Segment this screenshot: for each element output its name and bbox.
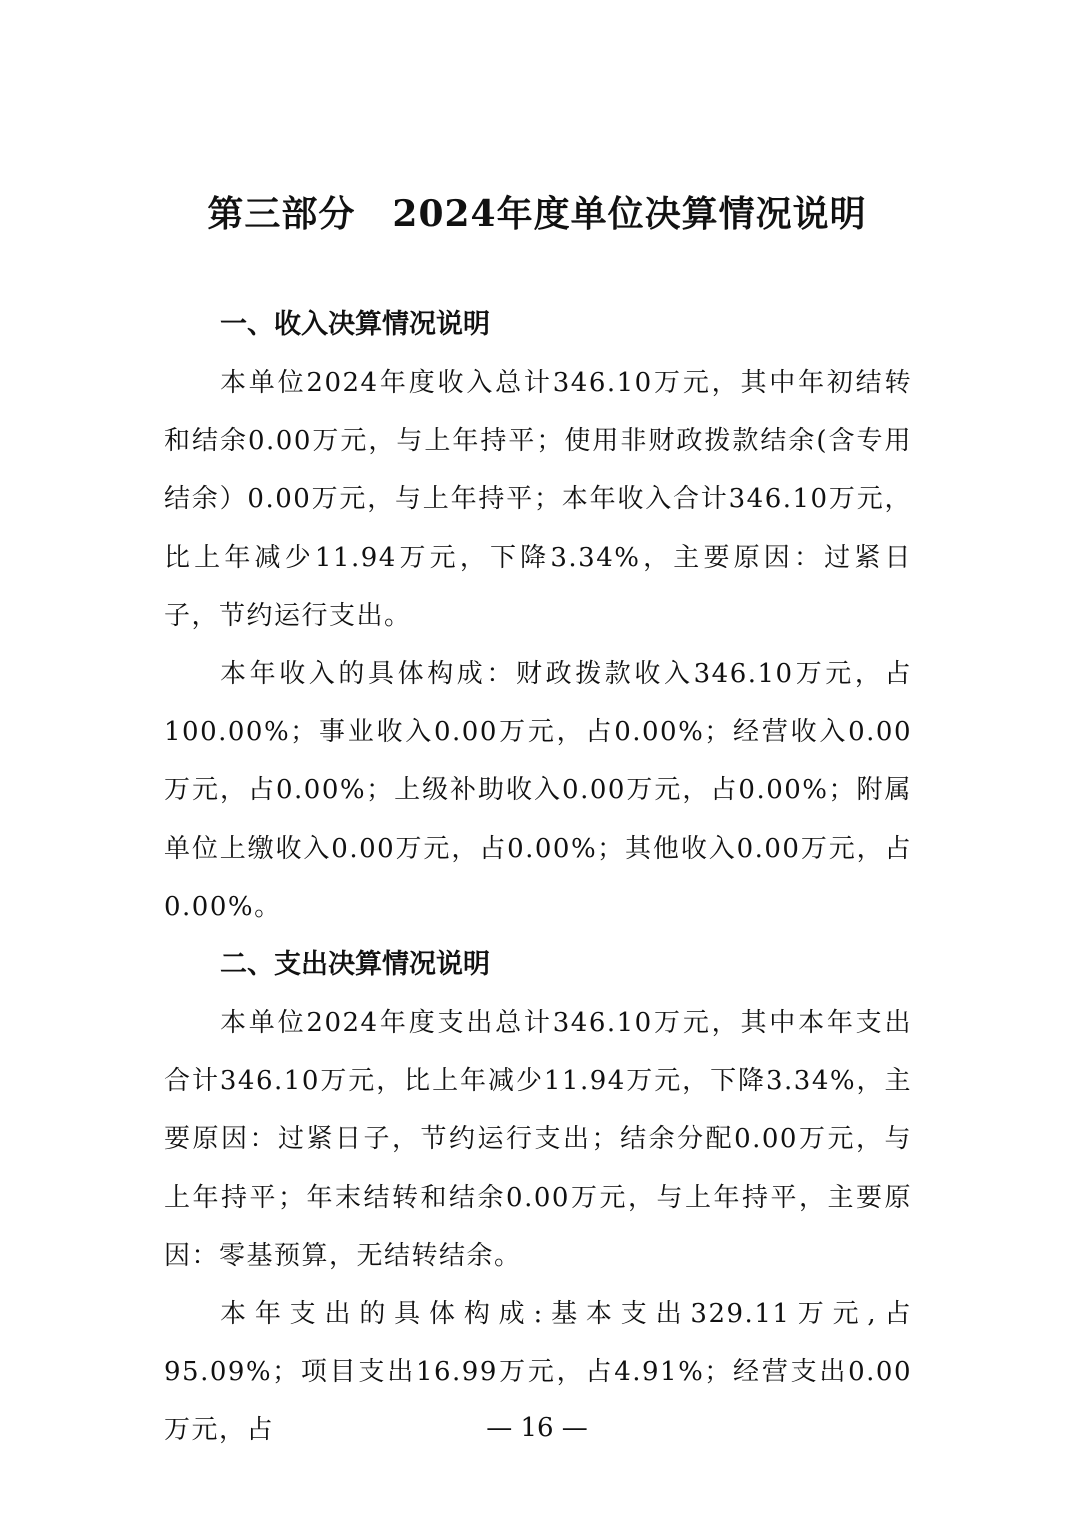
paragraph-expenditure-summary: 本单位2024年度支出总计346.10万元，其中本年支出合计346.10万元，比上年减少11.94万元，下降3.34%，主要原因：过紧日子，节约运行支出；结余分配0.00万元，与上年持平；年末结转和结余0.00万元，与上年持平，主要原因：零基预算，无结转结余。 xyxy=(164,1008,912,1271)
section-heading-income: 一、收入决算情况说明 xyxy=(220,309,490,340)
document-body xyxy=(164,296,912,1460)
page-title: 第三部分 2024年度单位决算情况说明 xyxy=(207,193,867,235)
page-number: — 16 — xyxy=(486,1413,588,1443)
paragraph-income-summary: 本单位2024年度收入总计346.10万元，其中年初结转和结余0.00万元，与上年持平；使用非财政拨款结余(含专用结余）0.00万元，与上年持平；本年收入合计346.10万元，比上年减少11.94万元，下降3.34%，主要原因：过紧日子，节约运行支出。 xyxy=(164,368,912,631)
section-heading-expenditure: 二、支出决算情况说明 xyxy=(220,949,490,981)
paragraph-expenditure-composition: 本年支出的具体构成:基本支出329.11万元,占95.09%；项目支出16.99万元，占4.91%；经营支出0.00万元，占 xyxy=(164,1299,912,1446)
paragraph-income-composition: 本年收入的具体构成：财政拨款收入346.10万元，占100.00%；事业收入0.00万元，占0.00%；经营收入0.00万元，占0.00%；上级补助收入0.00万元，占0.00%；附属单位上缴收入0.00万元，占0.00%；其他收入0.00万元，占0.00%。 xyxy=(164,659,912,922)
